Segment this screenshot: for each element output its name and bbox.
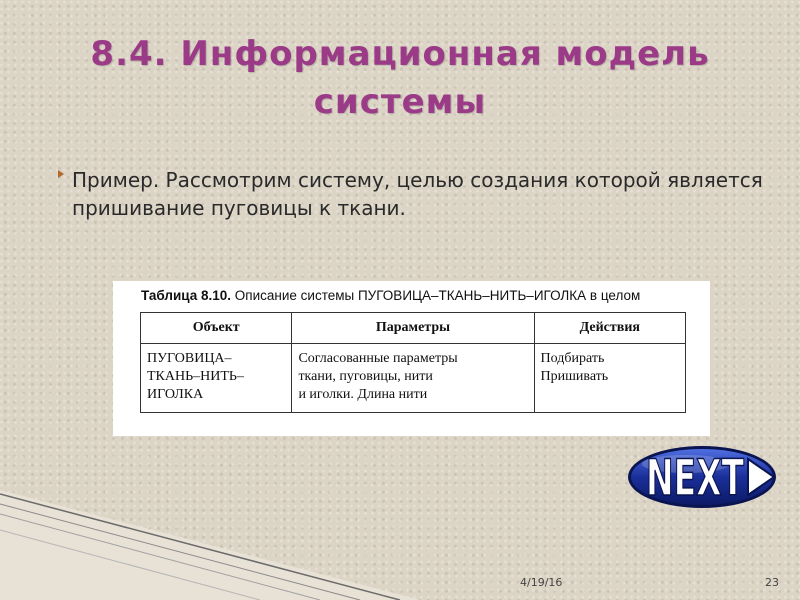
cell-line: Согласованные параметры — [298, 351, 458, 366]
table-row — [141, 344, 686, 413]
cell-line: и иголки. Длина нити — [298, 387, 428, 402]
cell-line: ИГОЛКА — [147, 387, 204, 402]
system-table — [140, 312, 686, 413]
next-button[interactable] — [626, 444, 778, 510]
slide-title: 8.4. Информационная модель системы — [90, 34, 710, 122]
cell-line: Подбирать — [540, 351, 605, 366]
cell-line: ПУГОВИЦА– — [147, 351, 232, 366]
footer-date: 4/19/16 — [520, 576, 563, 589]
cell-line: ткани, пуговицы, нити — [298, 369, 433, 384]
table-caption-text: Описание системы ПУГОВИЦА–ТКАНЬ–НИТЬ–ИГОЛКА в целом — [231, 288, 641, 303]
table-image — [113, 281, 710, 436]
next-label: NEXT — [646, 449, 744, 507]
cell-object — [141, 344, 292, 413]
bullet-text: Пример. Рассмотрим систему, целью создания которой является пришивание пуговицы к ткани. — [72, 168, 763, 220]
table-caption — [141, 288, 640, 303]
decorative-stripes — [0, 490, 420, 600]
bullet-arrow-icon — [58, 170, 64, 178]
cell-parameters — [292, 344, 534, 413]
header-parameters: Параметры — [292, 313, 534, 344]
header-actions: Действия — [534, 313, 685, 344]
table-caption-number: Таблица 8.10. — [141, 288, 232, 303]
page-number: 23 — [765, 576, 779, 589]
cell-actions — [534, 344, 685, 413]
header-object: Объект — [141, 313, 292, 344]
cell-line: ТКАНЬ–НИТЬ– — [147, 369, 244, 384]
cell-line: Пришивать — [540, 369, 609, 384]
table-header-row — [141, 313, 686, 344]
